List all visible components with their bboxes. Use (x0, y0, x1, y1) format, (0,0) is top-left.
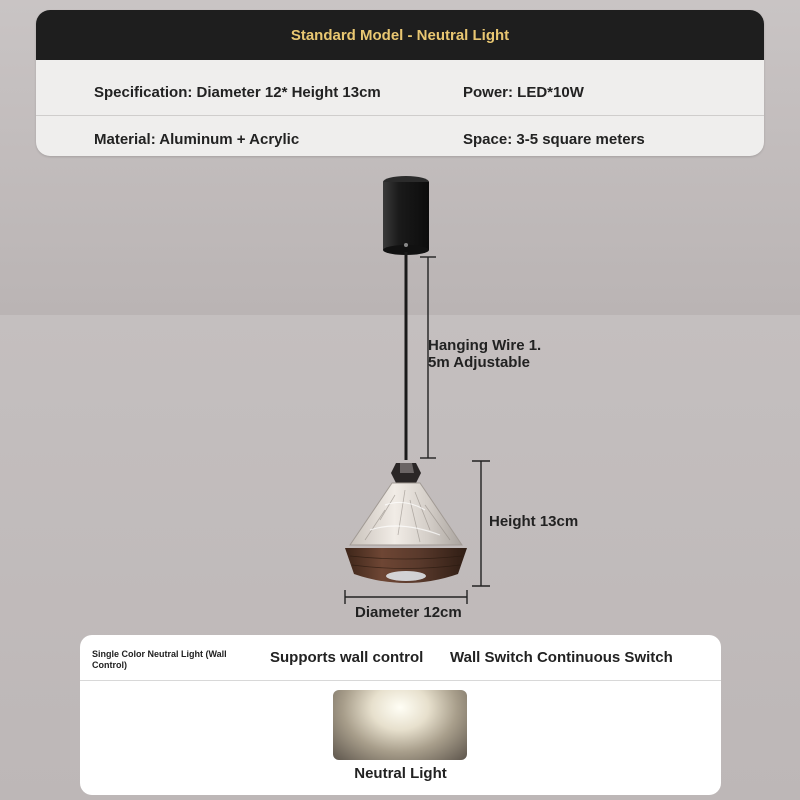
wall-control-text: Supports wall control (270, 649, 424, 666)
lamp-shade (350, 483, 462, 545)
light-type-label: Single Color Neutral Light (Wall Control) (92, 649, 227, 670)
diameter-label: Diameter 12cm (355, 604, 462, 621)
spec-material: Material: Aluminum + Acrylic (94, 130, 300, 148)
ceiling-canopy (383, 176, 429, 255)
spec-specification: Specification: Diameter 12* Height 13cm (94, 83, 381, 101)
wire-length-label (428, 337, 541, 371)
diameter-dimension-line (345, 590, 467, 604)
spec-title: Standard Model - Neutral Light (36, 10, 764, 60)
spec-power: Power: LED*10W (463, 83, 584, 101)
height-label: Height 13cm (489, 513, 579, 530)
spec-space: Space: 3-5 square meters (463, 130, 645, 148)
wire-length-line1: Hanging Wire 1. (428, 337, 542, 354)
wire-length-line2: 5m Adjustable (428, 354, 530, 371)
switch-type-text: Wall Switch Continuous Switch (450, 649, 673, 666)
neutral-light-caption: Neutral Light (354, 765, 447, 782)
light-option-row (80, 635, 721, 681)
neutral-light-thumbnail (333, 690, 467, 760)
light-option-card (80, 635, 721, 795)
lamp-collar (391, 463, 421, 483)
height-dimension-line (472, 461, 490, 586)
lamp-walnut-base (345, 548, 467, 583)
